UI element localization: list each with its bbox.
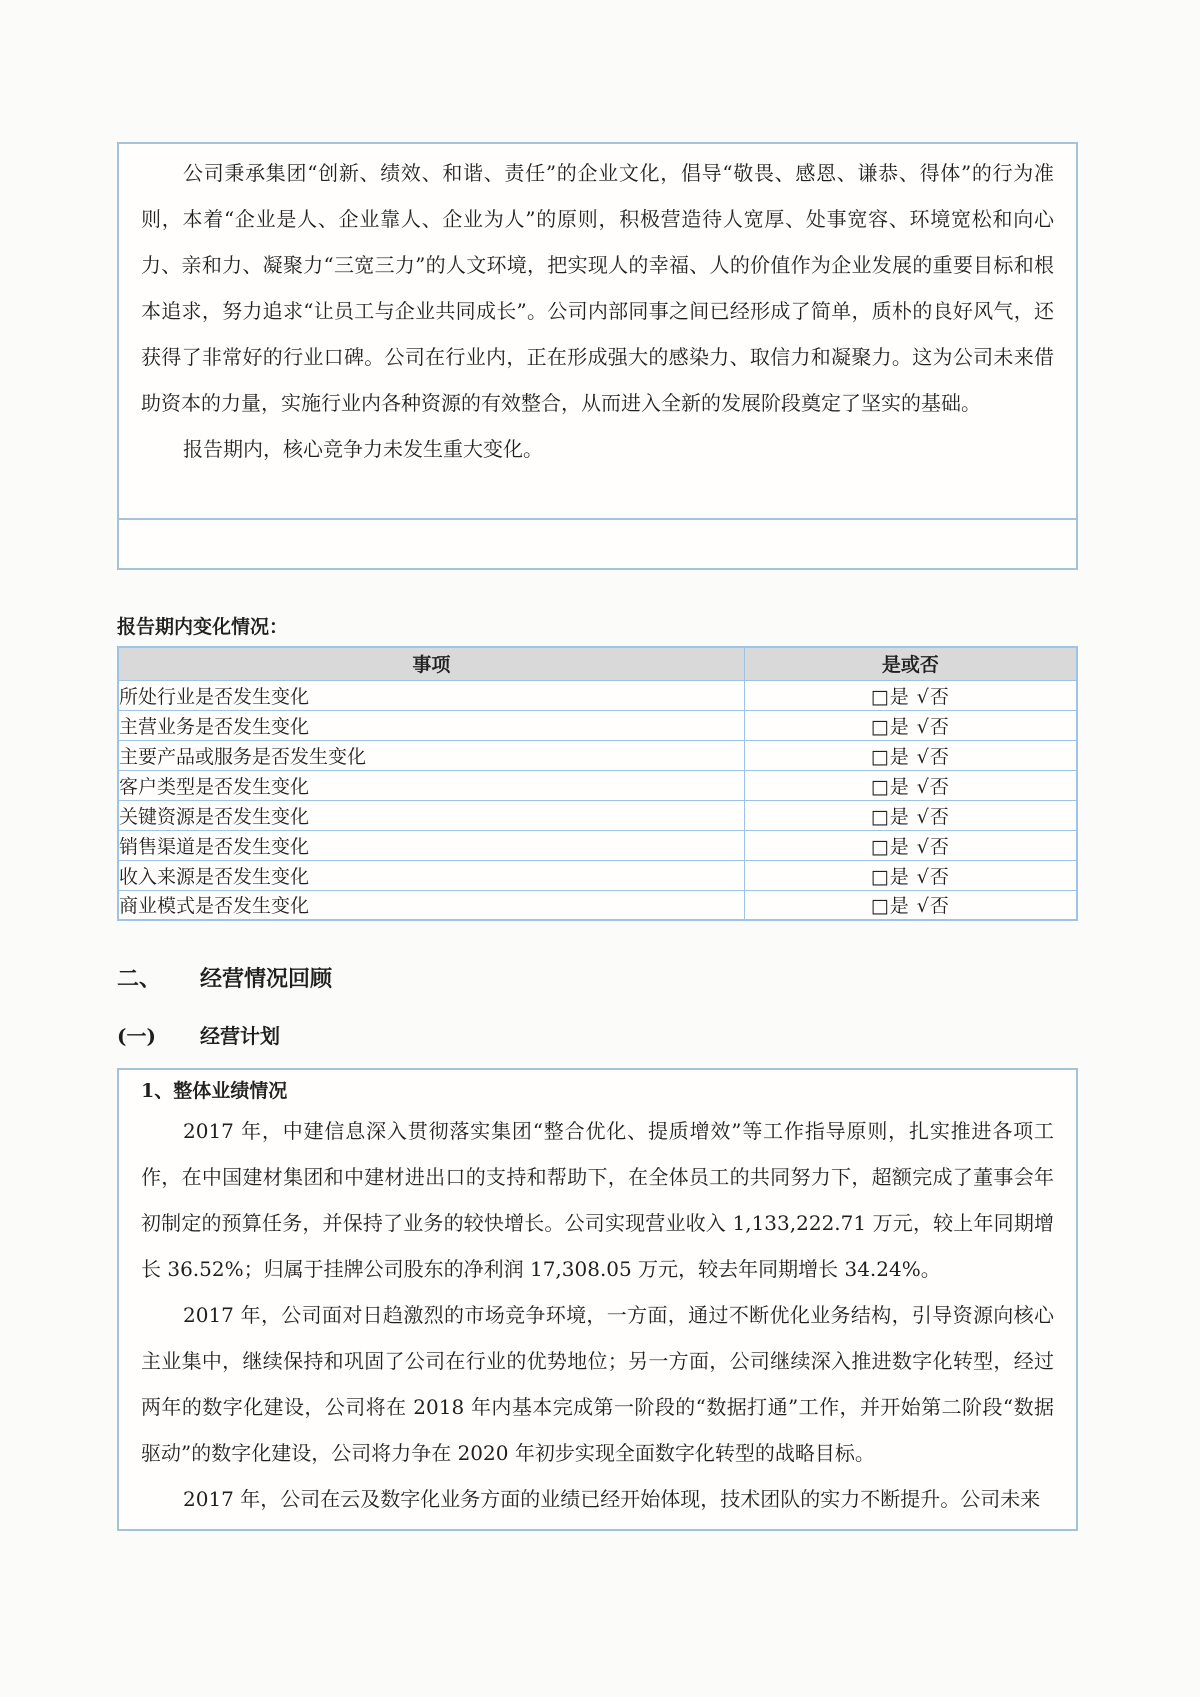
item-cell: 收入来源是否发生变化 xyxy=(118,860,744,890)
table-row xyxy=(118,680,1077,710)
table-row xyxy=(118,800,1077,830)
change-table-title: 报告期内变化情况： xyxy=(117,616,289,638)
answer-cell: □是 √否 xyxy=(744,770,1077,800)
report-period-note: 报告期内，核心竞争力未发生重大变化。 xyxy=(183,437,543,461)
section-plan-title: 经营计划 xyxy=(200,1024,280,1048)
intro-paragraph: 公司秉承集团“创新、绩效、和谐、责任”的企业文化，倡导“敬畏、感恩、谦恭、得体”的行为准则，本着“企业是人、企业靠人、企业为人”的原则，积极营造待人宽厚、处事宽容、环境宽松和向心力、亲和力、凝聚力“三宽三力”的人文环境，把实现人的幸福、人的价值作为企业发展的重要目标和根本追求，努力追求“让员工与企业共同成长”。公司内部同事之间已经形成了简单，质朴的良好风气，还获得了非常好的行业口碑。公司在行业内，正在形成强大的感染力、取信力和凝聚力。这为公司未来借助资本的力量，实施行业内各种资源的有效整合，从而进入全新的发展阶段奠定了坚实的基础。 xyxy=(141,161,1054,415)
table-row xyxy=(118,710,1077,740)
item-cell: 关键资源是否发生变化 xyxy=(118,800,744,830)
performance-paragraph: 2017 年，公司面对日趋激烈的市场竞争环境，一方面，通过不断优化业务结构，引导资源向核心主业集中，继续保持和巩固了公司在行业的优势地位；另一方面，公司继续深入推进数字化转型，经过两年的数字化建设，公司将在 2018 年内基本完成第一阶段的“数据打通”工作，并开始第二阶段“数据驱动”的数字化建设，公司将力争在 2020 年初步实现全面数字化转型的战略目标。 xyxy=(141,1303,1054,1465)
item-cell: 销售渠道是否发生变化 xyxy=(118,830,744,860)
col-yesno-header: 是或否 xyxy=(744,647,1077,680)
table-row xyxy=(118,830,1077,860)
section-review-heading xyxy=(117,965,1078,993)
item-cell: 商业模式是否发生变化 xyxy=(118,890,744,920)
answer-cell: □是 √否 xyxy=(744,710,1077,740)
item-cell: 主营业务是否发生变化 xyxy=(118,710,744,740)
item-cell: 主要产品或服务是否发生变化 xyxy=(118,740,744,770)
answer-cell: □是 √否 xyxy=(744,740,1077,770)
section-review-title: 经营情况回顾 xyxy=(200,966,333,992)
answer-cell: □是 √否 xyxy=(744,830,1077,860)
performance-heading: 1、整体业绩情况 xyxy=(141,1080,288,1102)
item-cell: 所处行业是否发生变化 xyxy=(118,680,744,710)
col-item-header: 事项 xyxy=(118,647,744,680)
answer-cell: □是 √否 xyxy=(744,800,1077,830)
answer-cell: □是 √否 xyxy=(744,890,1077,920)
core-competitiveness-block xyxy=(117,142,1078,570)
empty-table-cell xyxy=(119,518,1076,568)
performance-paragraph: 2017 年，公司在云及数字化业务方面的业绩已经开始体现，技术团队的实力不断提升。公司未来 xyxy=(183,1487,1041,1511)
answer-cell: □是 √否 xyxy=(744,680,1077,710)
section-review-number: 二、 xyxy=(117,966,162,992)
change-table xyxy=(117,646,1078,921)
table-row xyxy=(118,890,1077,920)
core-competitiveness-text-cell xyxy=(119,144,1076,518)
table-row xyxy=(118,770,1077,800)
table-row xyxy=(118,860,1077,890)
performance-block xyxy=(117,1068,1078,1531)
answer-cell: □是 √否 xyxy=(744,860,1077,890)
section-plan-heading xyxy=(117,1023,1078,1049)
page-content xyxy=(117,142,1078,1531)
table-header-row xyxy=(118,647,1077,680)
performance-paragraph: 2017 年，中建信息深入贯彻落实集团“整合优化、提质增效”等工作指导原则，扎实推进各项工作，在中国建材集团和中建材进出口的支持和帮助下，在全体员工的共同努力下，超额完成了董事会年初制定的预算任务，并保持了业务的较快增长。公司实现营业收入 1,133,222.71 万元，较上年同期增长 36.52%；归属于挂牌公司股东的净利润 17,308.05 万元，较去年同期增长 34.24%。 xyxy=(141,1119,1054,1281)
item-cell: 客户类型是否发生变化 xyxy=(118,770,744,800)
table-row xyxy=(118,740,1077,770)
section-plan-number: (一) xyxy=(117,1024,156,1048)
